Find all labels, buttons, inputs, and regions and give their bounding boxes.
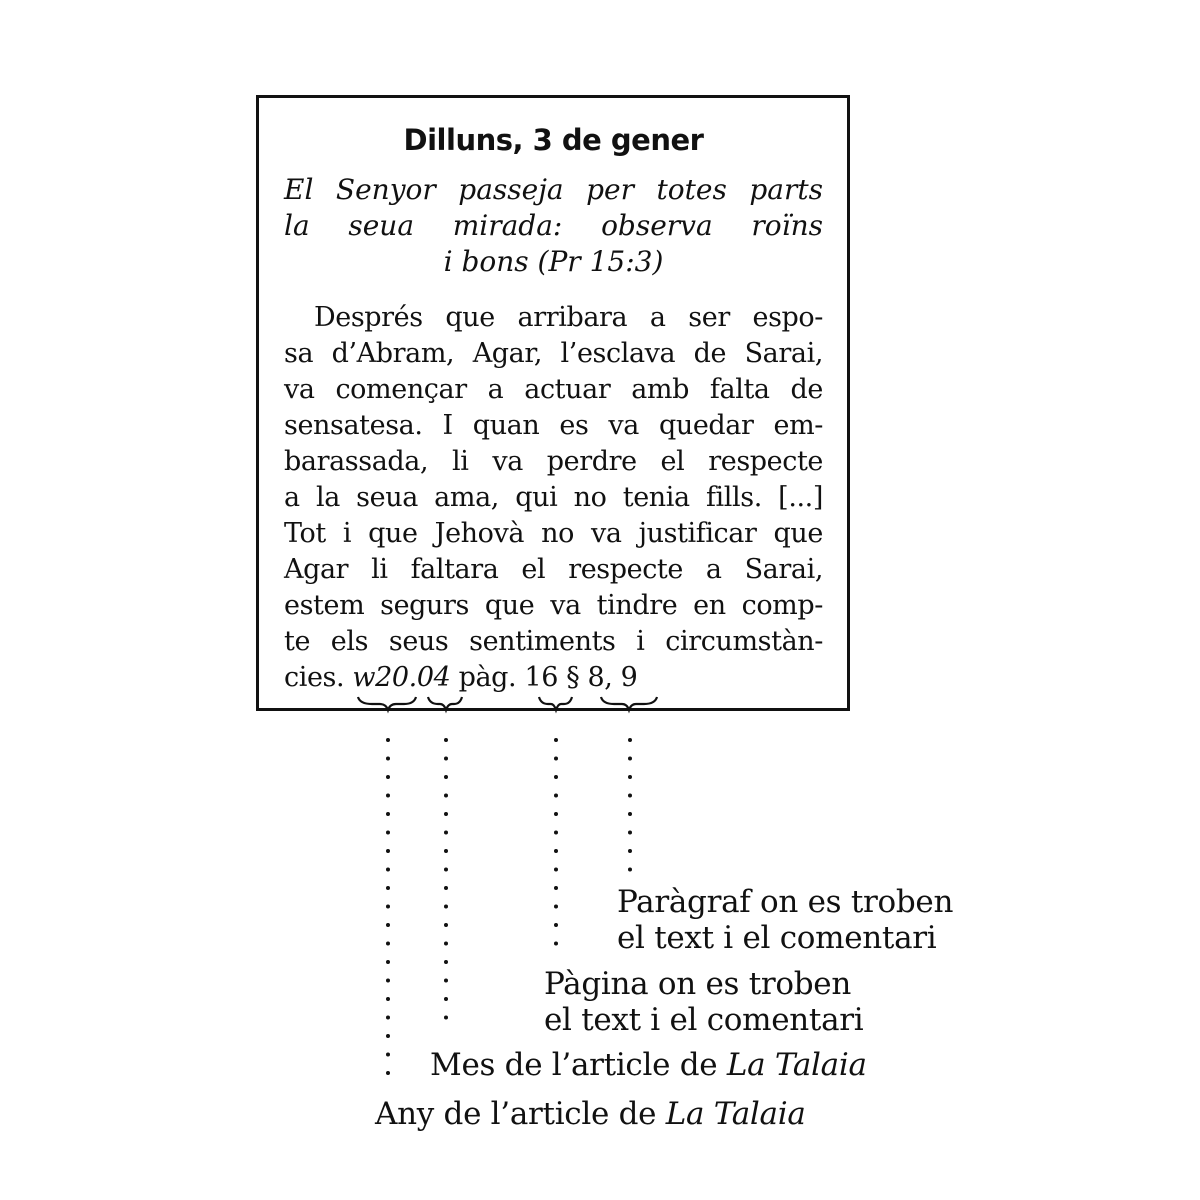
reference-dot: .	[408, 662, 417, 693]
reference-line	[284, 660, 823, 696]
reference-month-code: 04	[416, 662, 451, 693]
reference-page-label: pàg.	[458, 662, 517, 693]
year-annotation-publication: La Talaia	[665, 1096, 806, 1132]
month-annotation-text: Mes de l’article de	[430, 1047, 727, 1083]
page-annotation-line2: el text i el comentari	[544, 1002, 864, 1038]
verse-line: i bons (Pr 15:3)	[443, 245, 664, 278]
year-annotation-text: Any de l’article de	[375, 1096, 666, 1132]
body-line: te els seus sentiments i circumstàn-	[284, 626, 823, 657]
verse-line: la seua mirada: observa roïns	[284, 209, 823, 242]
daily-text-card	[256, 95, 850, 711]
body-line: Agar li faltara el respecte a Sarai,	[284, 554, 823, 585]
body-line: a la seua ama, qui no tenia fills. [...]	[284, 482, 823, 513]
verse-line: El Senyor passeja per totes parts	[284, 173, 823, 206]
body-line: va començar a actuar amb falta de	[284, 374, 823, 405]
reference-prefix: cies.	[284, 662, 345, 693]
paragraph-annotation-line1: Paràgraf on es troben	[617, 884, 954, 920]
page-annotation-line1: Pàgina on es troben	[544, 966, 851, 1002]
comment-body	[284, 300, 823, 696]
paragraph-annotation-line2: el text i el comentari	[617, 920, 937, 956]
reference-year-code: w20	[352, 662, 409, 693]
month-annotation	[430, 1047, 867, 1083]
reference-paragraph-sign: §	[566, 662, 580, 693]
reference-paragraphs: 8, 9	[587, 662, 638, 693]
month-annotation-publication: La Talaia	[726, 1047, 867, 1083]
body-line: barassada, li va perdre el respecte	[284, 446, 823, 477]
body-line: estem segurs que va tindre en comp-	[284, 590, 823, 621]
body-line: sa d’Abram, Agar, l’esclava de Sarai,	[284, 338, 823, 369]
page-annotation	[544, 966, 863, 1038]
body-line: sensatesa. I quan es va quedar em-	[284, 410, 823, 441]
scripture-verse	[284, 172, 823, 280]
card-date-title: Dilluns, 3 de gener	[403, 123, 704, 157]
reference-page-number: 16	[524, 662, 558, 693]
paragraph-annotation	[617, 884, 953, 956]
year-annotation	[375, 1096, 806, 1132]
body-line: Tot i que Jehovà no va justificar que	[284, 518, 823, 549]
body-line: Després que arribara a ser espo-	[314, 302, 823, 333]
